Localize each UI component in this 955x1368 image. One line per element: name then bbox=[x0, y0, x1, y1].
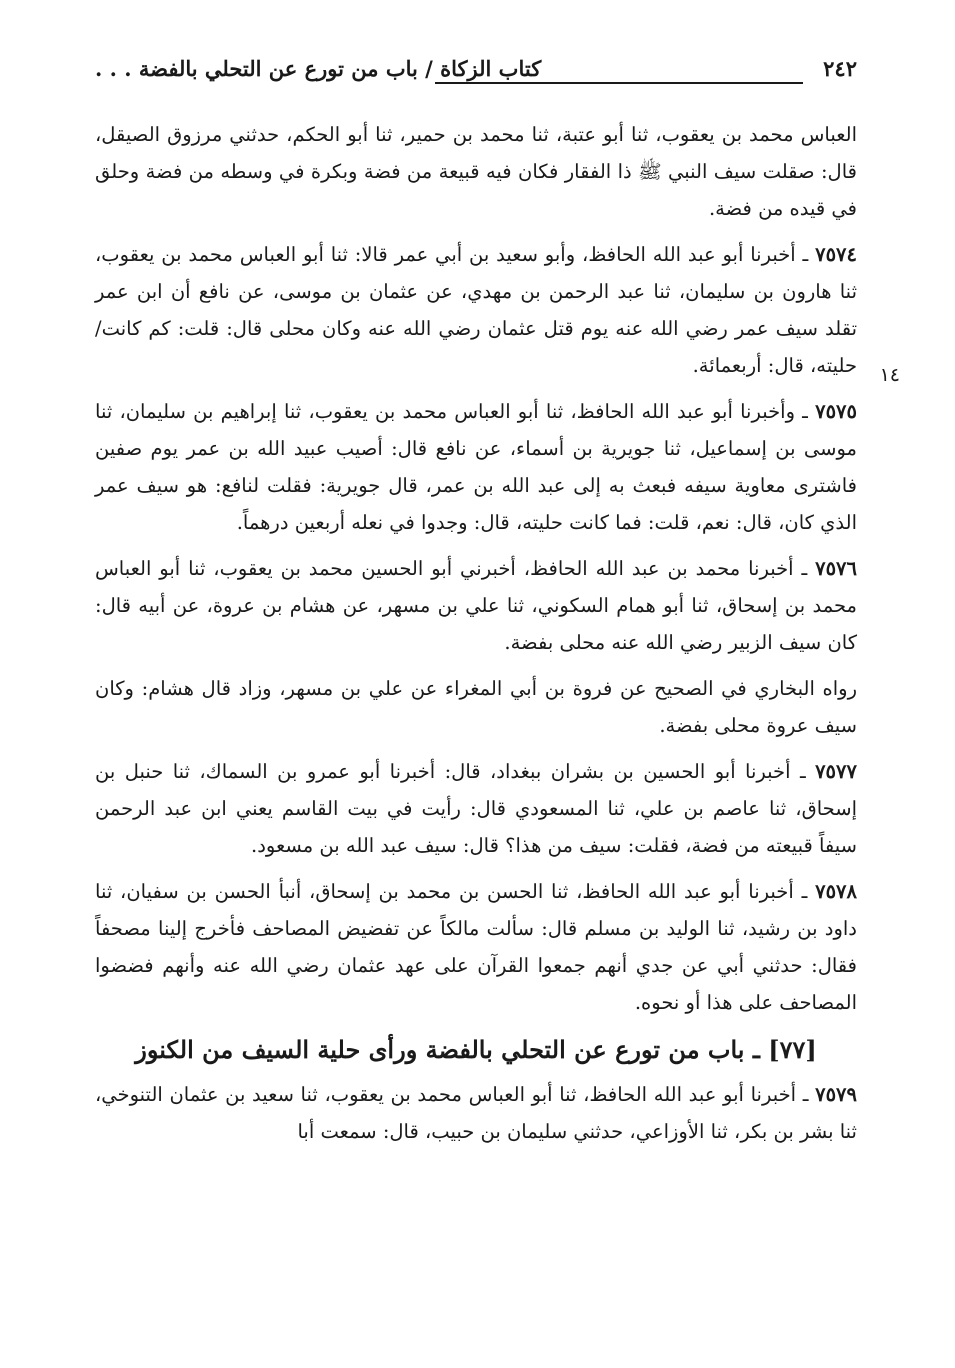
hadith-number: ٧٥٧٥ bbox=[815, 400, 857, 423]
hadith-number: ٧٥٧٨ bbox=[815, 880, 857, 903]
running-title: كتاب الزكاة / باب من تورع عن التحلي بالفضة . . . bbox=[95, 56, 542, 81]
paragraph-text: ـ أخبرنا أبو عبد الله الحافظ، ثنا الحسن بن محمد بن إسحاق، أنبأ الحسن بن سفيان، ثنا داود بن رشيد، ثنا الوليد بن مسلم قال: سألت مالكاً عن تفضيض المصاحف فأخرج إلينا مصحفاً فقال: حدثني أبي عن جدي أنهم جمعوا القرآن على عهد عثمان رضي الله عنه وأنهم فضضوا المصاحف على هذا أو نحوه. bbox=[95, 880, 857, 1014]
hadith-7574 bbox=[95, 236, 857, 384]
hadith-7579 bbox=[95, 1076, 857, 1150]
hadith-number: ٧٥٧٤ bbox=[815, 243, 858, 266]
page-header bbox=[95, 56, 857, 96]
commentary-paragraph bbox=[95, 670, 857, 744]
paragraph-text: ـ أخبرنا محمد بن عبد الله الحافظ، أخبرني أبو الحسين محمد بن يعقوب، ثنا أبو العباس محمد بن إسحاق، ثنا أبو همام السكوني، ثنا علي بن مسهر، عن هشام بن عروة، عن أبيه قال: كان سيف الزبير رضي الله عنه محلى بفضة. bbox=[95, 557, 857, 654]
paragraph-text: ـ أخبرنا أبو عبد الله الحافظ، ثنا أبو العباس محمد بن يعقوب، ثنا سعيد بن عثمان التنوخي، ثنا بشر بن بكر، ثنا الأوزاعي، حدثني سليمان بن حبيب، قال: سمعت أبا bbox=[95, 1083, 857, 1143]
hadith-number: ٧٥٧٩ bbox=[815, 1083, 857, 1106]
hadith-7578 bbox=[95, 873, 857, 1021]
page-body bbox=[95, 116, 857, 1159]
chapter-heading: [٧٧] ـ باب من تورع عن التحلي بالفضة ورأى حلية السيف من الكنوز bbox=[135, 1035, 817, 1064]
paragraph-text: ـ أخبرنا أبو الحسين بن بشران ببغداد، قال: أخبرنا أبو عمرو بن السماك، ثنا حنبل بن إسحاق، ثنا عاصم بن علي، ثنا المسعودي قال: رأيت في بيت القاسم يعني ابن عبد الرحمن سيفاً قبيعته من فضة، فقلت: سيف من هذا؟ قال: سيف عبد الله بن مسعود. bbox=[95, 760, 857, 857]
page-number: ٢٤٢ bbox=[823, 56, 857, 81]
header-rule bbox=[435, 82, 803, 84]
paragraph-continuation bbox=[95, 116, 857, 227]
hadith-7575 bbox=[95, 393, 857, 541]
paragraph-text: ـ أخبرنا أبو عبد الله الحافظ، وأبو سعيد بن أبي عمر قالا: ثنا أبو العباس محمد بن يعقوب، ثنا هارون بن سليمان، ثنا عبد الرحمن بن مهدي، عن عثمان بن موسى، عن نافع أن ابن عمر تقلد سيف عمر رضي الله عنه يوم قتل عثمان رضي الله عنه وكان محلى قال: قلت: كم كانت/ حليته، قال: أربعمائة. bbox=[95, 243, 857, 377]
margin-page-mark: ١٤ bbox=[879, 364, 900, 386]
hadith-number: ٧٥٧٧ bbox=[815, 760, 857, 783]
hadith-7577 bbox=[95, 753, 857, 864]
paragraph-text: رواه البخاري في الصحيح عن فروة بن أبي المغراء عن علي بن مسهر، وزاد قال هشام: وكان سيف عروة محلى بفضة. bbox=[95, 677, 857, 737]
hadith-number: ٧٥٧٦ bbox=[815, 557, 857, 580]
paragraph-text: ـ وأخبرنا أبو عبد الله الحافظ، ثنا أبو العباس محمد بن يعقوب، ثنا إبراهيم بن سليمان، ثنا موسى بن إسماعيل، ثنا جويرية بن أسماء، عن نافع قال: أصيب عبيد الله بن عمر يوم صفين فاشترى معاوية سيفه فبعث به إلى عبد الله بن عمر، قال جويرية: فقلت لنافع: هو سيف عمر الذي كان، قال: نعم، قلت: فما كانت حليته، قال: وجدوا في نعله أربعين درهماً. bbox=[95, 400, 857, 534]
hadith-7576 bbox=[95, 550, 857, 661]
paragraph-text: العباس محمد بن يعقوب، ثنا أبو عتبة، ثنا محمد بن حمير، ثنا أبو الحكم، حدثني مرزوق الصيقل، قال: صقلت سيف النبي ﷺ ذا الفقار فكان فيه قبيعة من فضة وبكرة في وسطه من فضة وحلق في قيده من فضة. bbox=[95, 123, 857, 220]
